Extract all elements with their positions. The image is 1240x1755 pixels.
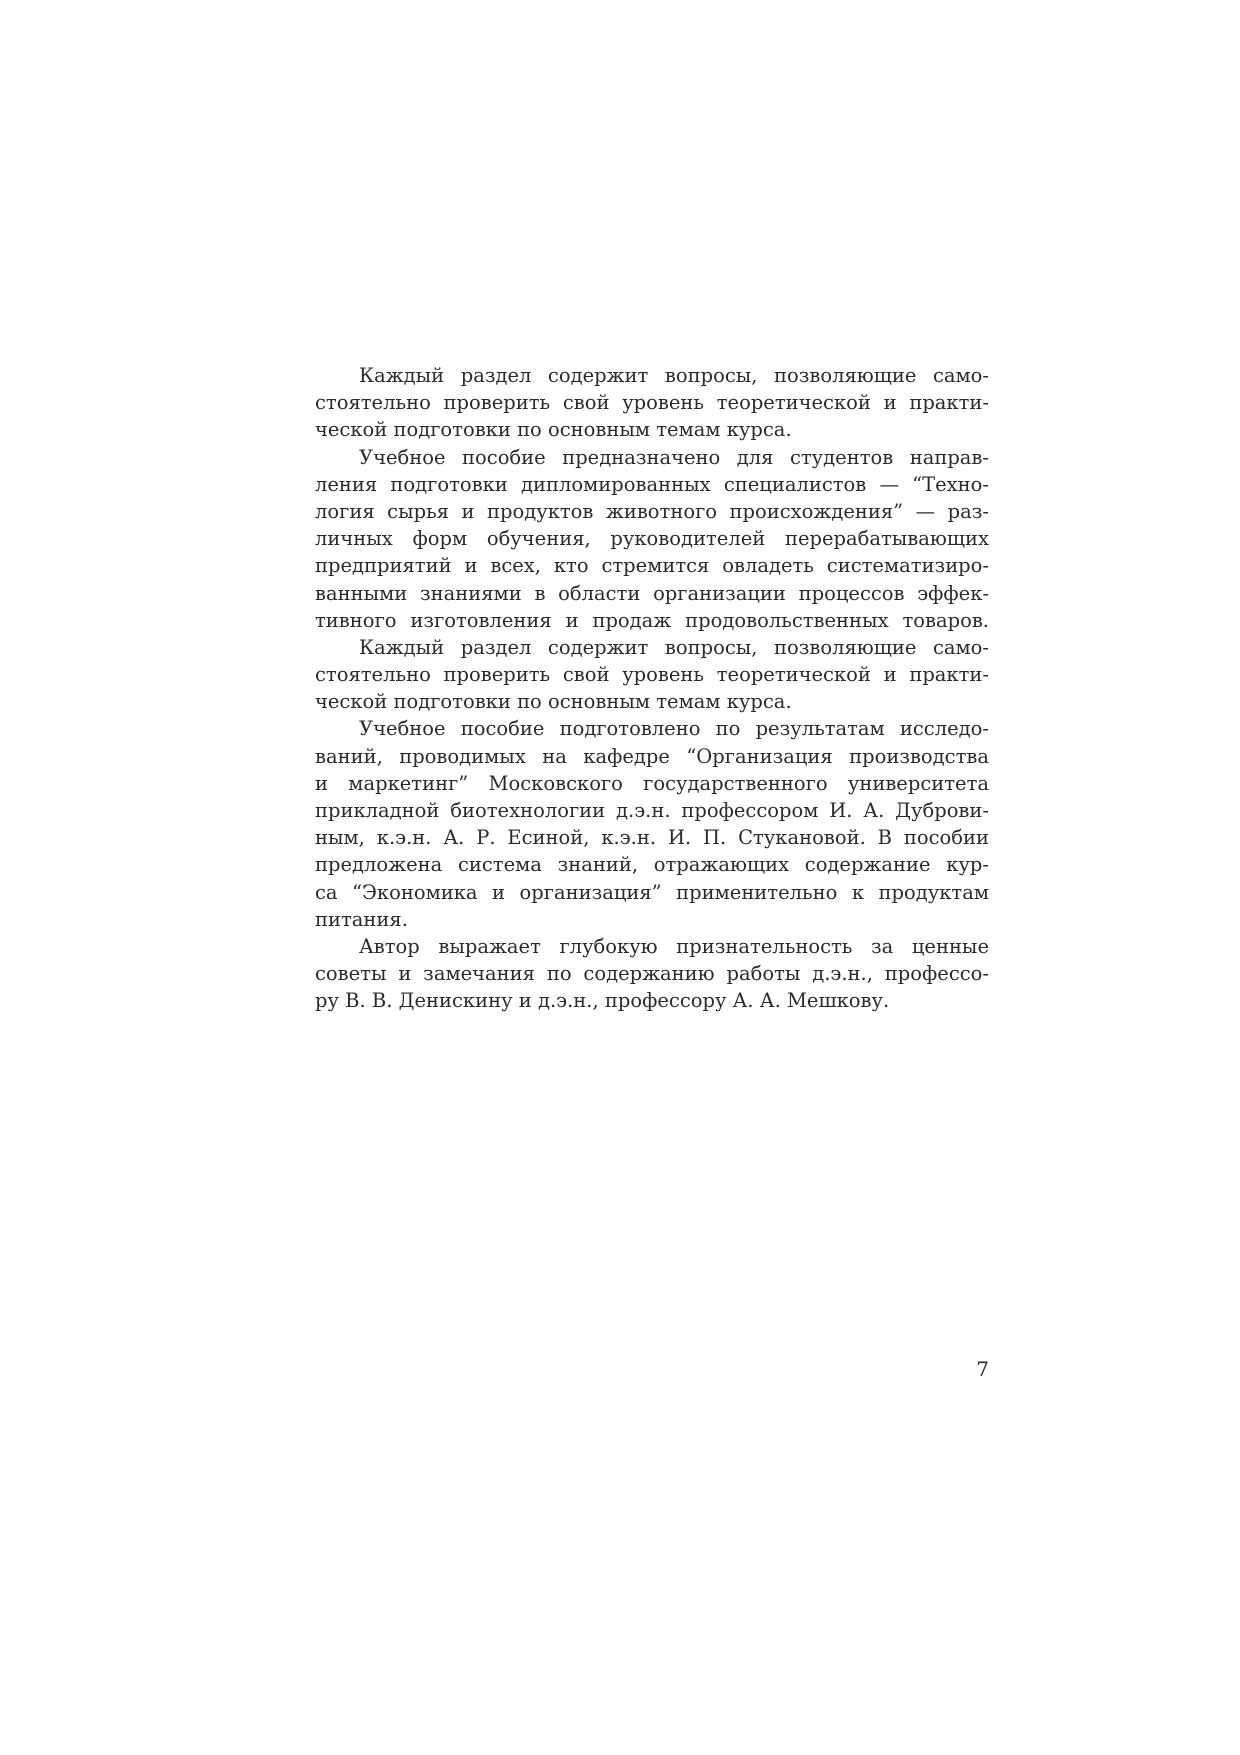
- text-line: предприятий и всех, кто стремится овладеть систематизиро-: [315, 554, 989, 578]
- text-line: советы и замечания по содержанию работы д.э.н., профессо-: [315, 962, 989, 986]
- text-line: Автор выражает глубокую признательность за ценные: [359, 934, 989, 958]
- text-line: питания.: [315, 907, 408, 931]
- text-line: тивного изготовления и продаж продовольственных товаров.: [315, 608, 989, 632]
- text-line: Учебное пособие предназначено для студентов направ-: [359, 445, 989, 469]
- text-line: предложена система знаний, отражающих содержание кур-: [315, 853, 989, 877]
- text-line: са “Экономика и организация” применительно к продуктам: [315, 880, 989, 904]
- paragraph-1: [315, 362, 989, 444]
- text-line: стоятельно проверить свой уровень теоретической и практи-: [315, 663, 989, 687]
- text-line: ным, к.э.н. А. Р. Есиной, к.э.н. И. П. Стукановой. В пособии: [315, 826, 989, 850]
- text-line: ваний, проводимых на кафедре “Организация производства: [315, 744, 989, 768]
- paragraph-2: [315, 444, 989, 634]
- text-line: ру В. В. Денискину и д.э.н., профессору А. А. Мешкову.: [315, 989, 890, 1013]
- body-text: [315, 362, 989, 1015]
- paragraph-3: [315, 634, 989, 716]
- text-line: Учебное пособие подготовлено по результатам исследо-: [359, 717, 989, 741]
- paragraph-5: [315, 933, 989, 1015]
- text-line: Каждый раздел содержит вопросы, позволяющие само-: [359, 364, 989, 387]
- text-line: ванными знаниями в области организации процессов эффек-: [315, 581, 989, 605]
- text-line: личных форм обучения, руководителей перерабатывающих: [315, 527, 989, 551]
- text-line: Каждый раздел содержит вопросы, позволяющие само-: [359, 635, 989, 659]
- text-line: и маркетинг” Московского государственного университета: [315, 771, 989, 795]
- paragraph-4: [315, 715, 989, 933]
- text-line: стоятельно проверить свой уровень теоретической и практи-: [315, 391, 989, 415]
- page-number: 7: [976, 1357, 989, 1381]
- text-line: ческой подготовки по основным темам курса.: [315, 418, 792, 442]
- text-line: прикладной биотехнологии д.э.н. профессором И. А. Дуброви-: [315, 799, 989, 822]
- text-line: ления подготовки дипломированных специалистов — “Техно-: [315, 472, 989, 496]
- text-line: логия сырья и продуктов животного происхождения” — раз-: [315, 499, 989, 523]
- text-line: ческой подготовки по основным темам курса.: [315, 690, 792, 714]
